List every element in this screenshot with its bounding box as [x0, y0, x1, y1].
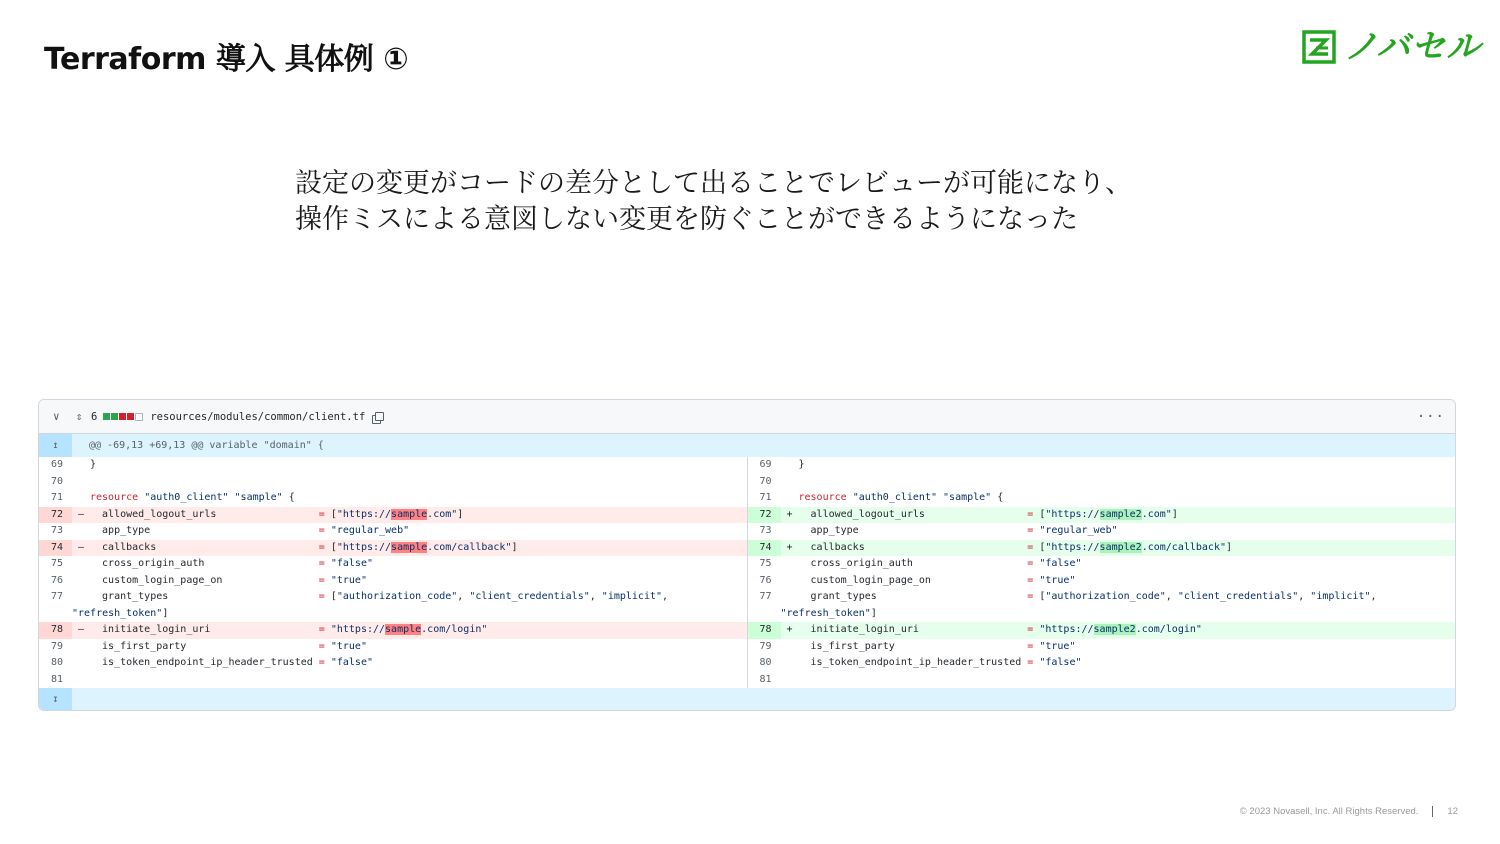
diff-line: 71 resource "auth0_client" "sample" {: [51, 492, 295, 503]
logo-text: ノバセル: [1344, 27, 1482, 67]
diff-line: 81: [759, 673, 772, 685]
unfold-icon[interactable]: ⇕: [75, 410, 83, 423]
expand-up-icon[interactable]: ↥: [39, 434, 72, 457]
hunk-header: [39, 434, 1455, 457]
diff-line: 70: [51, 475, 64, 487]
diff-line-wrap: "refresh_token"]: [780, 607, 877, 619]
chevron-down-icon[interactable]: ∨: [53, 410, 60, 423]
diffstat-added: [103, 413, 110, 420]
hunk-footer: [39, 688, 1455, 711]
novasell-logo: [1302, 27, 1482, 67]
message-line-1: 設定の変更がコードの差分として出ることでレビューが可能になり、: [295, 168, 1132, 199]
diff-line-added: 78 + initiate_login_uri = "https://sample2.com/login": [748, 622, 1456, 639]
diff-line: 69 }: [51, 459, 97, 470]
diff-file-header: [39, 400, 1455, 434]
footer-divider: [1432, 806, 1433, 817]
diffstat-bar: [103, 413, 143, 421]
diff-line: 71 resource "auth0_client" "sample" {: [759, 492, 1004, 503]
slide-message: [295, 166, 1295, 238]
diff-line: 81: [51, 673, 64, 685]
diff-line: 76 custom_login_page_on = "true": [759, 574, 1076, 586]
diff-line: 70: [759, 475, 772, 487]
diff-line: 79 is_first_party = "true": [759, 640, 1076, 652]
diff-right-side: [747, 457, 1456, 688]
diffstat-removed: [119, 413, 126, 420]
diff-line: 80 is_token_endpoint_ip_header_trusted = "false": [51, 657, 373, 668]
slide-footer: [1240, 806, 1458, 817]
diff-line: 77 grant_types = ["authorization_code", "client_credentials", "implicit",: [759, 591, 1377, 602]
diff-line: 77 grant_types = ["authorization_code", "client_credentials", "implicit",: [51, 591, 669, 602]
diff-line-removed: 78 – initiate_login_uri = "https://sample.com/login": [39, 622, 747, 639]
diff-line: 69 }: [759, 459, 805, 470]
more-options-button[interactable]: ···: [1416, 408, 1445, 425]
copy-icon[interactable]: [372, 412, 382, 422]
message-line-2: 操作ミスによる意図しない変更を防ぐことができるようになった: [295, 204, 1078, 235]
hunk-header-text: @@ -69,13 +69,13 @@ variable "domain" {: [89, 440, 324, 451]
diff-line: 75 cross_origin_auth = "false": [759, 558, 1082, 569]
diff-line-removed: 74 – callbacks = ["https://sample.com/callback"]: [39, 540, 747, 557]
change-count: 6: [91, 410, 98, 423]
slide-title: Terraform 導入 具体例 ①: [44, 42, 409, 77]
page-number: 12: [1447, 806, 1458, 817]
split-diff: [39, 457, 1455, 688]
copyright-text: © 2023 Novasell, Inc. All Rights Reserved.: [1239, 806, 1419, 817]
diff-line: 80 is_token_endpoint_ip_header_trusted = "false": [759, 657, 1082, 668]
diff-line-added: 72 + allowed_logout_urls = ["https://sample2.com"]: [748, 507, 1456, 524]
diffstat-added: [111, 413, 118, 420]
diff-line: 73 app_type = "regular_web": [51, 525, 410, 536]
file-path[interactable]: resources/modules/common/client.tf: [150, 410, 366, 423]
diff-viewer: [38, 399, 1456, 711]
diff-left-side: [39, 457, 747, 688]
expand-down-icon[interactable]: ↧: [39, 688, 72, 711]
diffstat-removed: [127, 413, 134, 420]
diff-line: 76 custom_login_page_on = "true": [51, 574, 367, 586]
logo-mark-icon: [1302, 30, 1336, 64]
diff-line-wrap: "refresh_token"]: [72, 607, 169, 619]
diff-line: 73 app_type = "regular_web": [759, 525, 1118, 536]
diff-line: 79 is_first_party = "true": [51, 640, 367, 652]
diff-line: 75 cross_origin_auth = "false": [51, 558, 373, 569]
diffstat-neutral: [135, 413, 143, 421]
diff-line-added: 74 + callbacks = ["https://sample2.com/callback"]: [748, 540, 1456, 557]
diff-line-removed: 72 – allowed_logout_urls = ["https://sample.com"]: [39, 507, 747, 524]
